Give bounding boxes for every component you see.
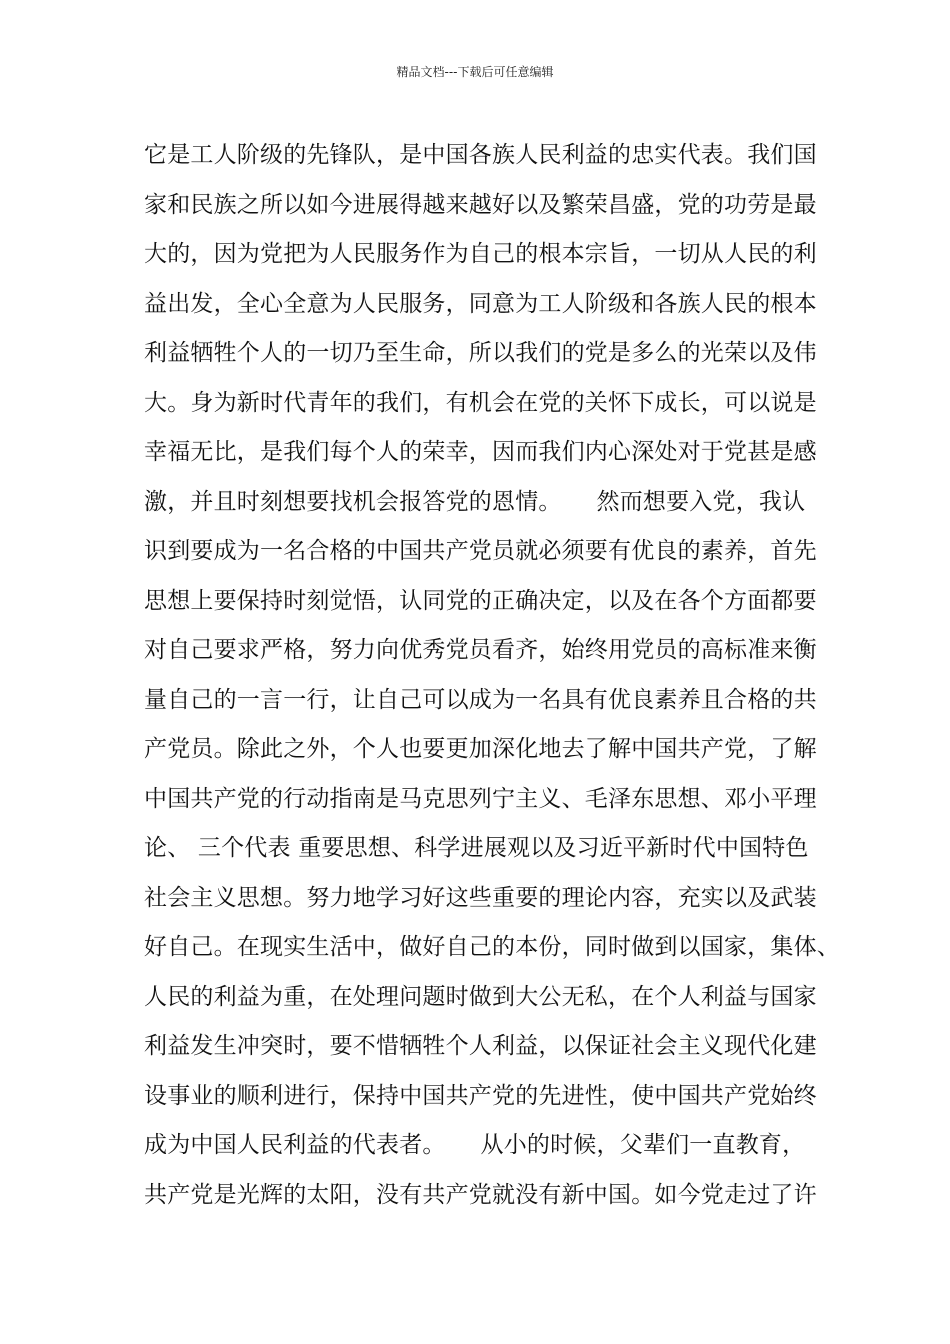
text-line: 成为中国人民利益的代表者。 从小的时候，父辈们一直教育， (144, 1132, 806, 1158)
text-line: 思想上要保持时刻觉悟，认同党的正确决定，以及在各个方面都要 (144, 587, 817, 614)
text-line: 中国共产党的行动指南是马克思列宁主义、毛泽东思想、邓小平理 (144, 785, 817, 812)
text-line: 幸福无比，是我们每个人的荣幸，因而我们内心深处对于党甚是感 (144, 439, 817, 465)
text-line: 好自己。在现实生活中，做好自己的本份，同时做到以国家，集体、 (144, 934, 840, 960)
text-line: 大的，因为党把为人民服务作为自己的根本宗旨，一切从人民的利 (144, 241, 817, 267)
text-line: 对自己要求严格，努力向优秀党员看齐，始终用党员的高标准来衡 (144, 637, 817, 663)
body-text (144, 131, 844, 1220)
text-line: 设事业的顺利进行，保持中国共产党的先进性，使中国共产党始终 (144, 1082, 817, 1109)
text-line: 利益发生冲突时，要不惜牺牲个人利益，以保证社会主义现代化建 (144, 1033, 817, 1059)
text-line: 识到要成为一名合格的中国共产党员就必须要有优良的素养，首先 (144, 538, 817, 564)
text-line: 利益牺牲个人的一切乃至生命，所以我们的党是多么的光荣以及伟 (144, 340, 817, 366)
text-line: 量自己的一言一行，让自己可以成为一名具有优良素养且合格的共 (144, 686, 817, 713)
text-line: 共产党是光辉的太阳，没有共产党就没有新中国。如今党走过了许 (144, 1181, 817, 1208)
text-line: 论、 三个代表 重要思想、科学进展观以及习近平新时代中国特色 (144, 835, 809, 861)
text-line: 激，并且时刻想要找机会报答党的恩情。 然而想要入党，我认 (144, 488, 806, 515)
page-header: 精品文档---下载后可任意编辑 (396, 65, 554, 79)
text-line: 大。身为新时代青年的我们，有机会在党的关怀下成长，可以说是 (144, 389, 817, 416)
text-line: 它是工人阶级的先锋队，是中国各族人民利益的忠实代表。我们国 (144, 142, 817, 168)
text-line: 家和民族之所以如今进展得越来越好以及繁荣昌盛，党的功劳是最 (144, 191, 817, 218)
text-line: 益出发，全心全意为人民服务，同意为工人阶级和各族人民的根本 (144, 290, 817, 317)
text-line: 人民的利益为重，在处理问题时做到大公无私，在个人利益与国家 (144, 983, 817, 1010)
text-line: 产党员。除此之外，个人也要更加深化地去了解中国共产党，了解 (144, 736, 817, 762)
text-line: 社会主义思想。努力地学习好这些重要的理论内容，充实以及武装 (144, 884, 817, 911)
